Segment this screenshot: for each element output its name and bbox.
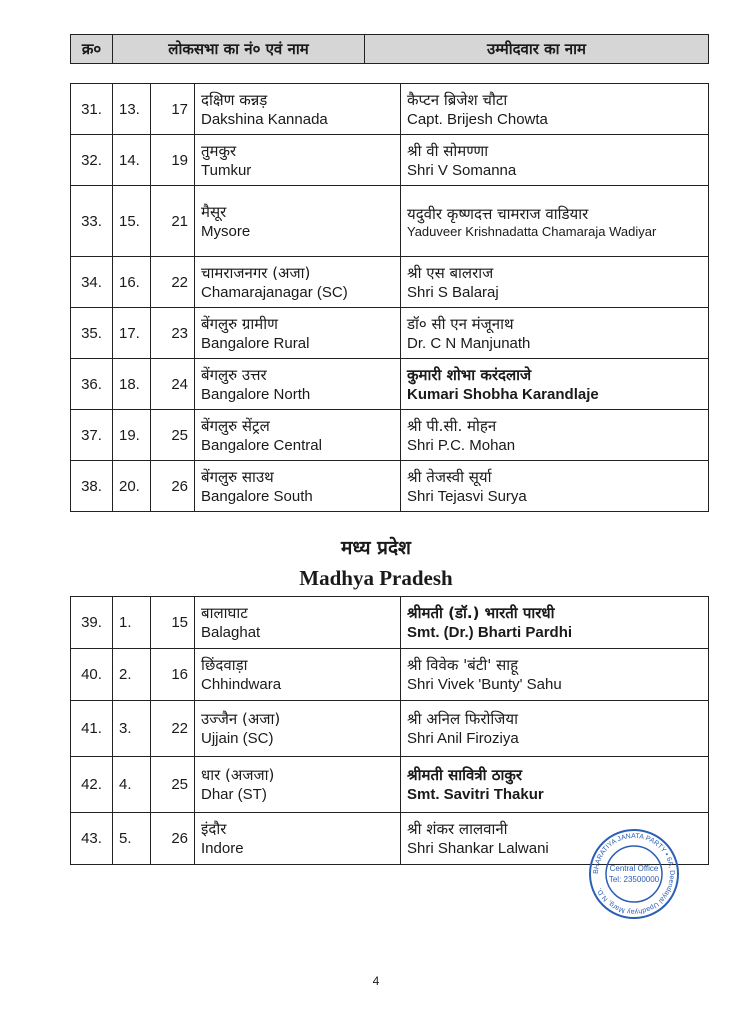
constituency-name-hindi: चामराजनगर (अजा) [201,263,311,282]
candidate-name-hindi: श्री शंकर लालवानी [407,820,508,838]
candidate-name-cell [401,359,709,410]
constituency-name-english: Tumkur [201,161,252,179]
candidate-name-hindi: श्री अनिल फिरोजिया [407,710,518,728]
constituency-name-english: Bangalore North [201,385,311,403]
candidate-name-hindi: यदुवीर कृष्णदत्त चामराज वाडियार [407,204,589,223]
candidate-name-cell [401,597,709,649]
constituency-number: 15 [151,597,195,649]
state-serial-number: 1. [113,597,151,649]
candidate-name-hindi: श्रीमती (डॉ.) भारती पारधी [407,604,555,622]
candidate-name-cell [401,186,709,257]
karnataka-candidate-table [70,83,709,512]
candidate-name-hindi: श्री वी सोमण्णा [407,141,489,160]
constituency-name-cell [195,757,401,813]
constituency-number: 19 [151,135,195,186]
serial-number: 36. [71,359,113,410]
constituency-name-english: Dakshina Kannada [201,110,328,128]
constituency-name-hindi: बेंगलुरु ग्रामीण [201,314,278,333]
serial-number: 37. [71,410,113,461]
candidate-name-hindi: श्रीमती सावित्री ठाकुर [407,766,523,784]
constituency-name-hindi: इंदौर [201,820,227,838]
table-row [71,308,709,359]
constituency-name-cell [195,701,401,757]
table-row [71,186,709,257]
constituency-name-hindi: बेंगलुरु सेंट्रल [201,416,270,435]
table-row [71,84,709,135]
candidate-name-english: Dr. C N Manjunath [407,334,531,352]
constituency-number: 21 [151,186,195,257]
constituency-name-hindi: धार (अजजा) [201,766,275,784]
state-serial-number: 18. [113,359,151,410]
serial-number: 31. [71,84,113,135]
candidate-name-cell [401,461,709,512]
candidate-name-cell [401,757,709,813]
candidate-name-english: Smt. (Dr.) Bharti Pardhi [407,624,573,641]
candidate-name-english: Shri S Balaraj [407,283,499,301]
constituency-number: 26 [151,461,195,512]
constituency-name-hindi: तुमकुर [201,141,237,160]
state-serial-number: 14. [113,135,151,186]
svg-text:Tel: 23500000: Tel: 23500000 [608,875,660,884]
candidate-name-hindi: श्री पी.सी. मोहन [407,416,497,435]
state-serial-number: 19. [113,410,151,461]
constituency-name-hindi: बेंगलुरु साउथ [201,467,274,486]
candidate-name-english: Kumari Shobha Karandlaje [407,385,599,403]
table-row [71,461,709,512]
candidate-name-hindi: कुमारी शोभा करंदलाजे [407,365,532,384]
header-constituency: लोकसभा का नं० एवं नाम [113,35,365,64]
constituency-name-english: Bangalore South [201,487,313,505]
constituency-number: 16 [151,649,195,701]
constituency-name-cell [195,186,401,257]
constituency-number: 25 [151,757,195,813]
constituency-number: 23 [151,308,195,359]
table-row [71,757,709,813]
constituency-name-cell [195,359,401,410]
state-title-hindi: मध्य प्रदेश [341,537,411,559]
svg-text:Central Office: Central Office [609,864,659,873]
constituency-name-cell [195,308,401,359]
table-row [71,257,709,308]
state-serial-number: 15. [113,186,151,257]
constituency-name-hindi: मैसूर [201,202,227,221]
serial-number: 41. [71,701,113,757]
candidate-name-english: Shri P.C. Mohan [407,436,516,454]
serial-number: 40. [71,649,113,701]
constituency-number: 17 [151,84,195,135]
candidate-name-english: Shri Vivek 'Bunty' Sahu [407,676,562,693]
constituency-name-cell [195,461,401,512]
constituency-number: 22 [151,701,195,757]
madhya-pradesh-candidate-table [70,596,709,865]
constituency-name-english: Bangalore Central [201,436,322,454]
table-row [71,597,709,649]
table-row [71,135,709,186]
state-serial-number: 17. [113,308,151,359]
constituency-name-hindi: बेंगलुरु उत्तर [201,365,267,384]
constituency-name-english: Chamarajanagar (SC) [201,283,348,301]
constituency-name-cell [195,649,401,701]
candidate-name-english: Shri Shankar Lalwani [407,840,549,857]
constituency-name-english: Balaghat [201,624,261,641]
candidate-name-hindi: श्री विवेक 'बंटी' साहू [407,656,519,674]
serial-number: 35. [71,308,113,359]
constituency-name-english: Chhindwara [201,676,282,693]
candidate-name-cell [401,649,709,701]
constituency-name-english: Indore [201,840,244,857]
candidate-name-english: Shri Anil Firoziya [407,730,519,747]
svg-text:BHARATIYA JANATA PARTY • 6A, D: BHARATIYA JANATA PARTY • 6A, Deendayal Upadhyay Marg, N.D. [592,832,676,916]
header-candidate: उम्मीदवार का नाम [365,35,709,64]
constituency-name-cell [195,410,401,461]
candidate-name-hindi: डॉ० सी एन मंजूनाथ [407,314,514,333]
constituency-name-hindi: उज्जैन (अजा) [201,710,281,728]
constituency-number: 24 [151,359,195,410]
serial-number: 32. [71,135,113,186]
state-title-english: Madhya Pradesh [299,566,453,590]
candidate-name-english: Yaduveer Krishnadatta Chamaraja Wadiyar [407,223,657,239]
table-row [71,359,709,410]
state-serial-number: 13. [113,84,151,135]
constituency-name-cell [195,813,401,865]
constituency-name-cell [195,597,401,649]
constituency-name-english: Ujjain (SC) [201,730,274,747]
page-number: 4 [372,974,380,988]
state-serial-number: 16. [113,257,151,308]
table-row [71,649,709,701]
serial-number: 42. [71,757,113,813]
party-office-seal [588,828,680,920]
state-serial-number: 5. [113,813,151,865]
column-header [70,34,709,64]
constituency-name-english: Mysore [201,222,251,240]
candidate-name-hindi: कैप्टन ब्रिजेश चौटा [407,90,508,109]
constituency-name-cell [195,135,401,186]
constituency-name-cell [195,84,401,135]
constituency-number: 25 [151,410,195,461]
candidate-name-english: Capt. Brijesh Chowta [407,110,548,128]
state-serial-number: 4. [113,757,151,813]
serial-number: 38. [71,461,113,512]
candidate-name-english: Shri Tejasvi Surya [407,487,527,505]
constituency-name-english: Bangalore Rural [201,334,310,352]
candidate-name-cell [401,701,709,757]
header-serial: क्र० [71,35,113,64]
candidate-name-hindi: श्री एस बालराज [407,263,494,282]
constituency-name-cell [195,257,401,308]
candidate-name-cell [401,308,709,359]
candidate-name-cell [401,84,709,135]
serial-number: 43. [71,813,113,865]
constituency-name-english: Dhar (ST) [201,786,267,803]
constituency-name-hindi: छिंदवाड़ा [201,656,248,674]
candidate-name-hindi: श्री तेजस्वी सूर्या [407,467,492,486]
candidate-name-english: Shri V Somanna [407,161,517,179]
table-row [71,410,709,461]
state-serial-number: 20. [113,461,151,512]
candidate-name-cell [401,257,709,308]
serial-number: 39. [71,597,113,649]
candidate-name-english: Smt. Savitri Thakur [407,786,544,803]
constituency-number: 22 [151,257,195,308]
state-serial-number: 2. [113,649,151,701]
candidate-name-cell [401,410,709,461]
candidate-name-cell [401,135,709,186]
constituency-name-hindi: दक्षिण कन्नड़ [201,90,268,109]
table-row [71,701,709,757]
serial-number: 33. [71,186,113,257]
constituency-name-hindi: बालाघाट [201,604,248,622]
state-serial-number: 3. [113,701,151,757]
serial-number: 34. [71,257,113,308]
constituency-number: 26 [151,813,195,865]
